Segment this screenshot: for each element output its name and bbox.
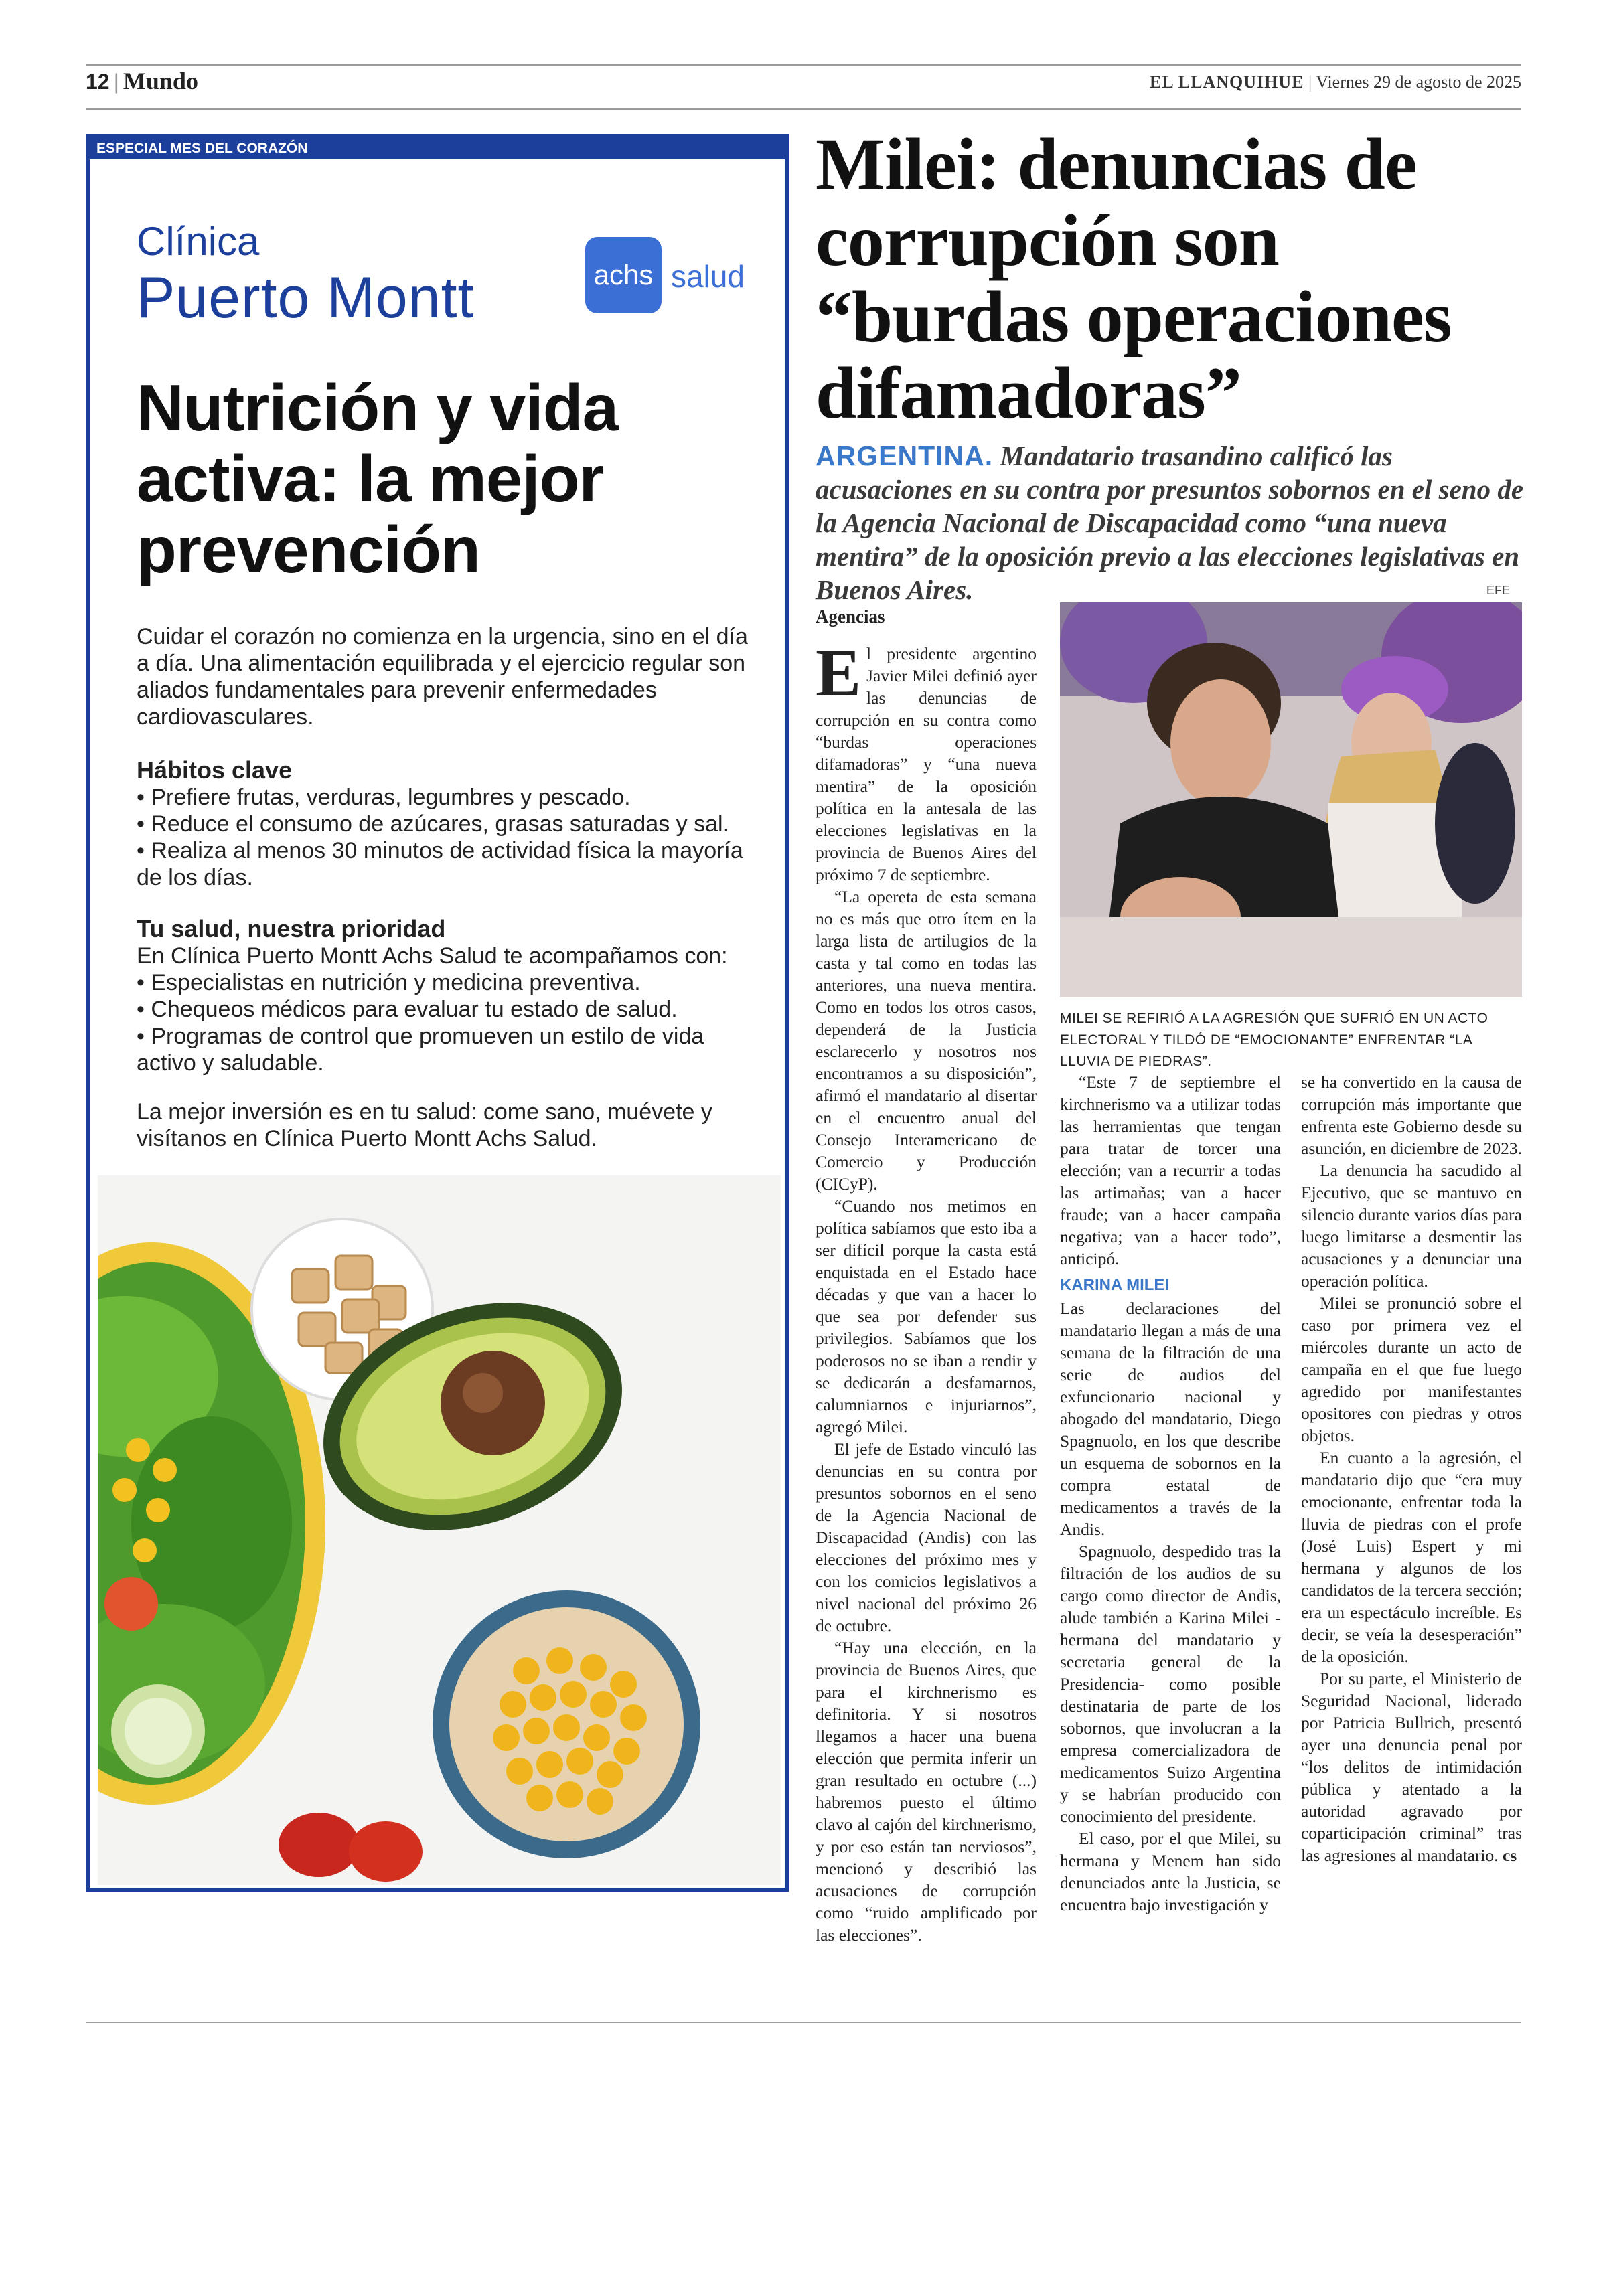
article-paragraph bbox=[1301, 1667, 1522, 1866]
ad-intro-text: Cuidar el corazón no comienza en la urgencia, sino en el día a día. Una alimentación equilibrada y el ejercicio regular son aliados fundamentales para prevenir enfermedades cardiovasculares. bbox=[137, 624, 748, 730]
article-deck-text: Mandatario trasandino calificó las acusaciones en su contra por presuntos sobornos en el seno de la Agencia Nacional de Discapacidad como “una nueva mentira” de la oposición previo a las elecciones legislativas en Buenos Aires. bbox=[816, 440, 1524, 605]
article-paragraph: El caso, por el que Milei, su hermana y Menem han sido denunciados ante la Justicia, se encuentra bajo investigación y bbox=[1060, 1829, 1281, 1914]
article-paragraph-text: Por su parte, el Ministerio de Seguridad Nacional, liderado por Patricia Bullrich, presentó ayer una denuncia penal por “los delitos de intimidación pública y atentado a la autoridad agravado por coparticipación criminal” tras las agresiones al mandatario. bbox=[1301, 1669, 1522, 1865]
achs-logo: achs bbox=[585, 237, 662, 313]
achs-logo-salud: salud bbox=[671, 259, 745, 294]
article-paragraph: “Este 7 de septiembre el kirchnerismo va a utilizar todas las herramientas que tengan para tratar de torcer una elección; van a recurrir a todas las artimañas; van a hacer fraude; van a hacer campaña negativa; van a hacer todo”, anticipó. bbox=[1060, 1072, 1281, 1268]
ad-intro bbox=[137, 623, 753, 730]
article-subhead: KARINA MILEI bbox=[1060, 1276, 1170, 1294]
article-paragraph: La denuncia ha sacudido al Ejecutivo, que se mantuvo en silencio durante varios días para luego limitarse a desmentir las acusaciones y a denunciar una operación política. bbox=[1301, 1161, 1522, 1291]
page-header-right: EL LLANQUIHUE | Viernes 29 de agosto de 2025 bbox=[1150, 72, 1521, 92]
clinic-name-line1: Clínica bbox=[137, 219, 260, 264]
article-column-3 bbox=[1301, 1071, 1522, 1866]
top-rule bbox=[86, 64, 1521, 66]
tomato bbox=[349, 1821, 423, 1882]
habit-item: • Reduce el consumo de azúcares, grasas saturadas y sal. bbox=[137, 811, 753, 837]
ad-habits bbox=[137, 757, 753, 891]
ad-title: Nutrición y vida activa: la mejor prevención bbox=[137, 371, 619, 586]
page-number: 12 bbox=[86, 70, 110, 94]
ad-closing bbox=[137, 1098, 753, 1152]
carrot bbox=[104, 1577, 158, 1631]
issue-date: Viernes 29 de agosto de 2025 bbox=[1316, 72, 1521, 92]
article-paragraph: “Hay una elección, en la provincia de Buenos Aires, que para el kirchnerismo es definitoria. Y si nosotros llegamos a hacer una buena elección que permita inferir un gran resultado en octubre (...) habremos puesto el último clavo al cajón del kirchnerismo, y por eso están tan nerviosos”, mencionó y describió las acusaciones de corrupción como “ruido amplificado por las elecciones”. bbox=[816, 1638, 1037, 1945]
priority-item: • Chequeos médicos para evaluar tu estado de salud. bbox=[137, 996, 753, 1023]
bottom-rule bbox=[86, 2022, 1521, 2023]
page-header-left: 12 | Mundo bbox=[86, 68, 198, 94]
photo-caption: MILEI SE REFIRIÓ A LA AGRESIÓN QUE SUFRIÓ EN UN ACTO ELECTORAL Y TILDÓ DE “EMOCIONANTE” ENFRENTAR “LA LLUVIA DE PIEDRAS”. bbox=[1060, 1011, 1488, 1069]
habits-heading: Hábitos clave bbox=[137, 756, 293, 784]
article-kicker: ARGENTINA. bbox=[816, 440, 994, 471]
article-paragraph: En cuanto a la agresión, el mandatario dijo que “era muy emocionante, enfrentar toda la lluvia de piedras con el profe (José Luis) Espert y mi hermana y algunos de los candidatos de la tercera sección; era un espectáculo increíble. Es decir, se veía la desesperación” de la oposición. bbox=[1301, 1448, 1522, 1666]
ad-tag: ESPECIAL MES DEL CORAZÓN bbox=[90, 138, 785, 159]
header-rule bbox=[86, 108, 1521, 110]
section-name: Mundo bbox=[123, 68, 198, 94]
habit-item: • Prefiere frutas, verduras, legumbres y pescado. bbox=[137, 784, 753, 811]
article-paragraph: El jefe de Estado vinculó las denuncias en su contra por presuntos sobornos en el seno de la Agencia Nacional de Discapacidad (Andis) con las elecciones del próximo mes y con los comicios legislativos a nivel nacional del próximo 26 de octubre. bbox=[816, 1439, 1037, 1635]
advertisement bbox=[86, 134, 789, 1892]
article-paragraph: Milei se pronunció sobre el caso por primera vez el miércoles durante un acto de campaña en el que fue luego agredido por manifestantes opositores con piedras y otros objetos. bbox=[1301, 1293, 1522, 1445]
article-byline: Agencias bbox=[816, 606, 885, 627]
newspaper-name: EL LLANQUIHUE bbox=[1150, 72, 1304, 92]
article-paragraph: Las declaraciones del mandatario llegan a más de una semana de la filtración de una serie de audios del exfuncionario nacional y abogado del mandatario, Diego Spagnuolo, en los que describe un esquema de sobornos en la compra estatal de medicamentos a través de la Andis. bbox=[1060, 1299, 1281, 1539]
priority-item: • Especialistas en nutrición y medicina preventiva. bbox=[137, 969, 753, 996]
habit-item: • Realiza al menos 30 minutos de actividad física la mayoría de los días. bbox=[137, 837, 753, 891]
priority-heading: Tu salud, nuestra prioridad bbox=[137, 915, 446, 942]
article-deck bbox=[816, 439, 1525, 606]
article-paragraph: El presidente argentino Javier Milei definió ayer las denuncias de corrupción en su contra como “burdas operaciones difamadoras” y “una nueva mentira” de la oposición política en la antesala de las elecciones legislativas en la provincia de Buenos Aires del próximo 7 de septiembre. bbox=[816, 635, 1037, 884]
priority-intro: En Clínica Puerto Montt Achs Salud te acompañamos con: bbox=[137, 943, 728, 969]
end-mark: cs bbox=[1502, 1846, 1517, 1865]
article-headline: Milei: denuncias de corrupción son “burdas operaciones difamadoras” bbox=[816, 123, 1452, 434]
article-paragraph: “Cuando nos metimos en política sabíamos que esto iba a ser difícil porque la casta está enquistada en el Estado hace décadas y que van a hacer lo que sea por defender sus privilegios. Sabíamos que los poderosos no se iban a rendir y se dedicarán a desfamarnos, calumniarnos e injuriarnos”, agregó Milei. bbox=[816, 1196, 1037, 1437]
priority-item: • Programas de control que promueven un estilo de vida activo y saludable. bbox=[137, 1023, 753, 1076]
tomato bbox=[279, 1813, 359, 1877]
healthy-food-illustration bbox=[98, 1175, 781, 1885]
article-paragraph: se ha convertido en la causa de corrupción más importante que enfrenta este Gobierno desde su asunción, en diciembre de 2023. bbox=[1301, 1072, 1522, 1158]
photo-credit: EFE bbox=[1486, 584, 1511, 597]
milei-campaign-photo bbox=[1060, 602, 1522, 997]
ad-closing-text: La mejor inversión es en tu salud: come sano, muévete y visítanos en Clínica Puerto Montt Achs Salud. bbox=[137, 1099, 712, 1151]
article-paragraph: Spagnuolo, despedido tras la filtración de los audios de su cargo como director de Andis, alude también a Karina Milei -hermana del mandatario y secretaria general de la Presidencia- como posible destinataria de parte de los sobornos, que involucran a la empresa comercializadora de medicamentos Suizo Argentina y se habrían producido con conocimiento del presidente. bbox=[1060, 1542, 1281, 1826]
article-column-2 bbox=[1060, 1071, 1281, 1916]
clinic-name-line2: Puerto Montt bbox=[137, 266, 475, 330]
article-paragraph: “La opereta de esta semana no es más que otro ítem en la larga lista de artilugios de la casta y tal como en todas las anteriores, una nueva mentira. Como en todos los otros casos, dependerá de la Justicia esclarecerlo y nosotros nos encontramos a su disposición”, afirmó el mandatario al disertar en el encuentro anual del Consejo Interamericano de Comercio y Producción (CICyP). bbox=[816, 887, 1037, 1194]
ad-priority bbox=[137, 916, 753, 1076]
article-column-1 bbox=[816, 635, 1037, 1946]
